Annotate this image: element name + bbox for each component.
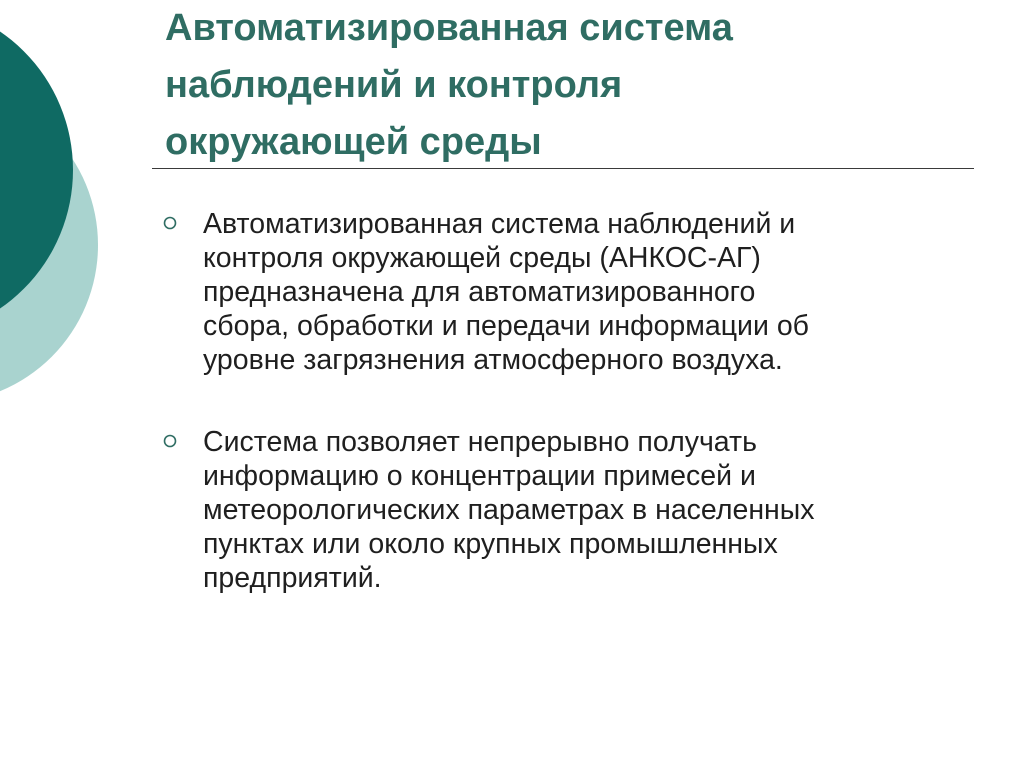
title-divider bbox=[152, 168, 974, 169]
slide-title-line: наблюдений и контроля bbox=[165, 64, 623, 106]
slide-title bbox=[165, 0, 985, 171]
hollow-circle-icon bbox=[163, 434, 177, 448]
bullet-item bbox=[163, 207, 973, 377]
slide-title-line: Автоматизированная система bbox=[165, 7, 733, 49]
hollow-circle-icon bbox=[163, 216, 177, 230]
bullet-item bbox=[163, 425, 973, 595]
teal-circles-decoration bbox=[0, 0, 120, 420]
bullet-text: Автоматизированная система наблюдений и контроля окружающей среды (АНКОС-АГ) предназначена для автоматизированного сбора, обработки и передачи информации об уровне загрязнения атмосферного воздуха. bbox=[203, 208, 809, 376]
slide-title-line: окружающей среды bbox=[165, 121, 542, 163]
bullet-text: Система позволяет непрерывно получать информацию о концентрации примесей и метеорологических параметрах в населенных пунктах или около крупных промышленных предприятий. bbox=[203, 426, 815, 594]
